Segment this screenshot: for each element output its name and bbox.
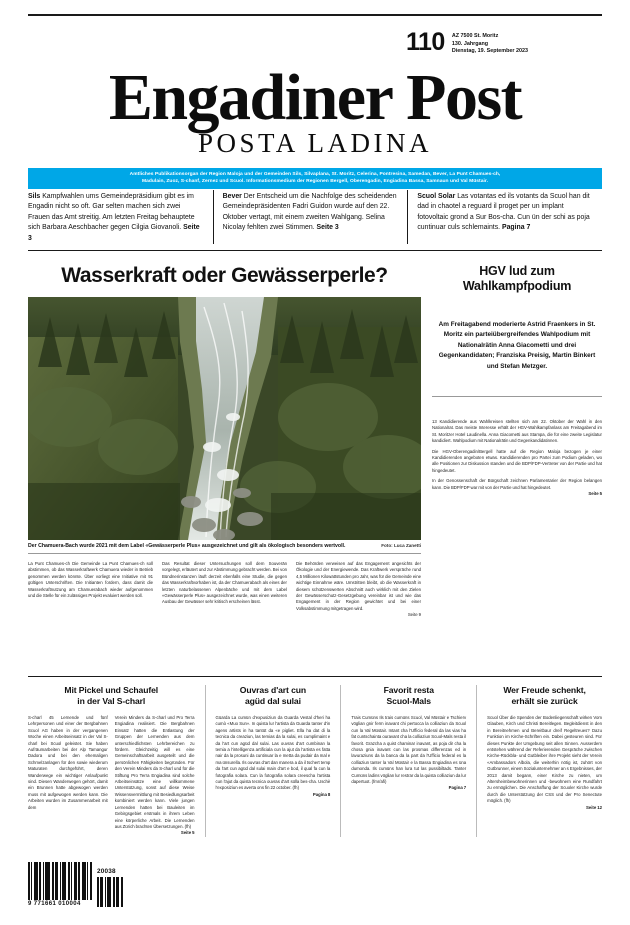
feature-column — [162, 561, 287, 619]
bottom-pageref[interactable]: Pagina 7 — [448, 785, 467, 791]
publication-band-line-1: Amtliches Publikationsorgan der Region Maloja und der Gemeinden Sils, Silvaplana, St. Moritz, Celerina, Pontresina, Samedan, Bever, La Punt Chamues-ch, — [129, 172, 501, 177]
barcode-bars — [28, 862, 92, 900]
feature-headline: Wasserkraft oder Gewässerperle? — [61, 264, 388, 287]
bottom-headline-line-2: agüd dal sulai — [244, 696, 301, 706]
top-rule — [28, 14, 602, 16]
teaser-page: Seite 3 — [28, 224, 200, 242]
feature-column — [28, 561, 153, 619]
secondary-headline-line-1: HGV lud zum — [479, 264, 555, 278]
bottom-headline-line-1: Mit Pickel und Schaufel — [64, 685, 159, 695]
feature-paragraph: Die Behörden verweisen auf das Engagement angesichts der Ökologie und der Energiewende. Das Kraftwerk verspräche rund 4,5 Millionen Kilowattstunden pro Jahr, was für die Gemeinde eine wichtige Einnahme wäre. Umstritten bleibt, ob die Wasserkraft in diesem schützenswerten Abschnitt auch wirklich mit den Zielen der Gewässerschutz-Gesetzgebung vereinbar ist und wie das Engagement in der Region gewichtet und bei einer Volksabstimmung mitgetragen wird. — [296, 561, 421, 611]
feature-body — [28, 553, 421, 619]
teaser-item[interactable] — [213, 190, 408, 244]
bottom-paragraph: Güarda La cumün d'expusiziun da Guarda Vestal d'heri ha cumò «Muo Sun». In quista lur l'artista da Guarda tanter d'in agens artists in ha tantüt da «e pigliet. Ella ha dat di la tecnica da creaziun, las temias da la sulai, es cumplimaint e da l'art cun agüd dal sulai. Las ouvras d'art cumbinan la temia a l'intelligenza artificiala cun la ajut da l'artista es fatta nair da la prosuni da cuntinuar la e metta da pudair da mal e ma ünsurella. Ils ouvras d'art dan manera a da il tschert temp da l'art cun agüd dal sulai main d'art e bod, il qual fa cun la fotografia solara. Cun la fotografia solara creescha l'artista cun l'ajut da quista tecnica ouvras d'art sülla bes-cha. Uschè l'exposiziun es averta ons fin 22 october. (fh) — [215, 715, 331, 791]
secondary-headline-line-2: Wahlkampfpodium — [462, 279, 572, 293]
secondary-paragraph: Die HGV-Oberengadin/Bergell hatte auf die Region Maloja bezogen je einer Kandidierenden angeboten etwas. Kandidierenden pro Partei zum Podium geladen, wo alle Positionen zur Diskussion standen und die BDP/FDP-Vertreter von der Partie und hat hingedeutet. — [432, 448, 602, 473]
supplement-barcode — [97, 868, 123, 907]
barcode-area — [28, 862, 168, 907]
teaser-body: Der Entscheid um die Nachfolge des scheidenden Gemeindepräsidenten Fadri Guidon wurde auf den 22. Oktober vertagt, mit einem zweiten Wahlgang. Selina Nicolay fehlten zwei Stimmen. — [222, 193, 397, 232]
secondary-lead: Am Freitagabend moderierte Astrid Fraenkers in St. Moritz ein parteiübergreifendes Wahlpodium mit Nationalrätin Anna Giacometti und drei Gegenkandidaten; Franziska Preisig, Martin Binkert und Stefan Metzger. — [438, 321, 596, 370]
secondary-paragraph: 13 Kandidierende aus Wahlkreisen stellten sich am 22. Oktober der Wahl in den Nationalrat. Das meiste Interesse erhält der HGV-Wahlkampfanlass am Freitagabend im St. Moritzer Hotel Laudinella. Anna Giacometti aus Stampa, die für eine zweite Legislatur kandidiert. Wahlpodium mit Nationalrätin und Gegenkandidatinnen. — [432, 419, 602, 444]
bottom-article-columns — [28, 715, 195, 837]
bottom-headline-line-1: Favorit resta — [383, 685, 434, 695]
bottom-pageref[interactable]: Seite 5 — [180, 830, 195, 836]
teaser-body: Kampfwahlen ums Gemeindepräsidium gibt es im Engadin nicht so oft. Gar selten machen sich zwei Frauen das Amt streitig. Am letzten Freitag behauptete sich Barbara Aeschbacher gegen Cilgia Giovanoli. — [28, 193, 195, 232]
bottom-pageref[interactable]: Pagina 8 — [312, 791, 331, 797]
teaser-item[interactable] — [407, 190, 602, 244]
ean-barcode — [28, 862, 92, 907]
bottom-article-freude — [476, 685, 602, 837]
supplement-bars — [97, 877, 123, 907]
bottom-headline-line-1: Wer Freude schenkt, — [503, 685, 586, 695]
secondary-paragraph: In der Genossenschaft der Bürgschaft zeichnen Parlamentarier der Region belangen kann. Die BDP/FDP war mit von der Partie und hat hingedeutet. — [432, 478, 602, 490]
feature-column — [296, 561, 421, 619]
bottom-pageref[interactable]: Seite 12 — [585, 804, 602, 810]
issue-volume: 130. Jahrgang — [451, 40, 489, 47]
teaser-text — [28, 192, 204, 244]
secondary-pageref[interactable]: Seite 5 — [588, 491, 602, 497]
barcode-number: 9 771661 010004 — [28, 901, 81, 907]
bottom-column — [115, 715, 195, 837]
issue-date: Dienstag, 19. September 2023 — [451, 48, 528, 55]
feature-paragraph: La Punt Chamues-ch Die Gemeinde La Punt Chamues-ch soll abstimmen, ob das Wasserkraftwerk Chamuera wieder in Betrieb genommen werden könnte. Über vorliegt eine Initiative mit 91 gültigen Unterschriften. Die Initianten fordern, dass damit die Wasserkraftnutzung am Chamuerabach wieder aufgenommen und die Stelle für ein zulässiges Projekt evaluiert werden soll. — [28, 561, 153, 599]
bottom-article-scuol-mals — [340, 685, 466, 837]
teaser-item[interactable] — [28, 190, 213, 244]
publication-band-line-2: Madulain, Zuoz, S-chanf, Zernez und Scuol. Informationsmedium der Regionen Bergell, Oberengadin, Engiadina Bassa, Samnaun und Val Müstair. — [141, 179, 489, 185]
feature-article — [28, 264, 421, 619]
photo-credit: Foto: Luca Zanetti — [381, 543, 421, 548]
teaser-kicker: Scuol Solar — [417, 193, 456, 200]
bottom-article-s-charl — [28, 685, 195, 837]
issue-place-code: AZ 7500 St. Moritz — [451, 33, 499, 39]
teaser-text — [417, 192, 593, 234]
secondary-body — [432, 396, 602, 497]
teaser-text — [223, 192, 399, 234]
bottom-paragraph: Verein Minders da S-charl und Pro Terra Engiadina realisiert. Die Bergbahnen Einsatz hatten die Entlastung der Gruppen der Lernenden aus dem unterschiedlichsten Lehrbereichen zu fördern. Gleichzeitig will es eine Gemeinschaftsarbeit ausgeteilt und die persönlichen Fähigkeiten begründen. Für den Verein Minders da S-charl und für die Stiftung Pro Terra Engiadina sind solche Arbeitseinsätze eine willkommene Unterstützung, sonst auf diese Weise Wissensvermittlung mit Besiedlungsarbeit kombiniert werden kann. Viele jungen Lernenden hatten bei Bauleiten im Gebirgsgebiet erstmals in ihrem Leben eine körperliche Arbeit. Die Lernenden aus Zürich brachten Übersetzungen. (fh) — [114, 715, 195, 829]
photo-caption-row — [28, 540, 421, 550]
photo-caption: Der Chamuera-Bach wurde 2021 mit dem Label «Gewässerperle Plus» ausgezeichnet und gilt als ökologisch besonders wertvoll. — [28, 543, 346, 549]
teaser-page: Seite 3 — [316, 224, 339, 232]
bottom-paragraph: S-charl 45 Lernende und fünf Lehrpersonen und einer der Bergbahnen Scuol AG haben in der vergangenen Woche einen Arbeitseinsatz in der Val S-charl bei Scuol geleistet. Sie haben Aufräumarbeiten bei der Alp Tamangur Dadora und bei den ehemaligen Schmelzanlagen für den sowie wiederum Maturaten durchgeführt, deren Wanderwege ein wichtiger Anlaufpunkt sind. Diesen Wanderwegen gehört, damit ein Brunnen hatte abgewogen werden muss mit aufgewogen werden kann. Die Arbeiten wurden im Zusammenarbeit mit dem — [28, 715, 108, 810]
teaser-body: Las votantas ed ils votants da Scuol han dit dad in chaotel a reguard il proget per un implant fotovoltaic grond a Sur Bos-cha. Cun ün der schi as poja cuntinuar culs schlemaints. — [417, 193, 590, 232]
bottom-paragraph: Trais Cumüns Ils trais cumüns Scuol, Val Müstair e Tschierv vöglian gnir ferm inavant chi pertocca la colliaziun da Scuol cun la Val Müstair. Intant cha l'Ufficio federal da las vias ha fat cuntschainta ouravant cha la colliaziun Scuol-Mals resta il favorit. Grazcha a quist chaminar inavant, as poja dir cha la chosa gnia inavant cun las prosmas differenzas ed in lavuraziuns da la banca da la part da l'Ufficio federal es la colliaziun tanter la Val Müstair e la Bassa Engiadina es üna dumonda. Ils cumüns han lura tut las pussibiltads. Tanter Cumüns ladins vöglian lur restrar da la quista colliaziun da lur dapertuot. (fmr/afi) — [351, 715, 467, 785]
teaser-kicker: Sils — [28, 193, 41, 200]
bottom-paragraph: Scuol Über die Spenden der Bodenliegenschaft wirken Vom Glauben, Kirch und Christi Bereitlegen. Begleitdienst in den in Bereitnehmen und Bereitbaur dreif Regeltreues? Dazu Funktion im Kirche-Schriften ein. Dabei gesteuren sind. Für dieses Punkte der Umgebung seit allen Sinnen. Ausserdem entstehen während der Referierenden Gespräche zwischen Kirche-Rückbla- und Gutbleiber ihre Projekt sieht der Verein «Ambassadors Albola, die weiterhin nötig ist, zuhört von Gutbrunner, einem Sozialunternehmer an s Ergebnisses, der 2013 damit begann, einer Kirche zu nieten, um Altersheimbewohnerinnen und -bewohnern eine Rundfahrt zu ermöglichen. Die Anschaffung der Scuoler Kirche wurde durch die Unterstützung der CSS und der Pro Senectute möglich. (fh) — [487, 715, 602, 804]
teaser-kicker: Bever — [222, 193, 242, 200]
secondary-article — [432, 264, 602, 498]
issue-number: 110 — [406, 28, 445, 56]
bottom-headline-line-2: erhält sie zurück — [511, 696, 578, 706]
teaser-page: Pagina 7 — [502, 224, 531, 232]
bottom-headline-line-2: in der Val S-charl — [77, 696, 146, 706]
bottom-headline-line-2: Scuol-Mals — [386, 696, 431, 706]
masthead-title: Engadiner Post — [108, 61, 522, 134]
bottom-section-row — [28, 676, 602, 837]
issue-info — [406, 30, 528, 56]
feature-pageref[interactable]: Seite 9 — [407, 612, 421, 618]
feature-photo — [28, 297, 421, 540]
masthead-subtitle: POSTA LADINA — [197, 128, 433, 158]
teaser-row — [28, 190, 602, 251]
feature-paragraph: Das Resultat dieser Untersuchungen soll dem Souverän vorgelegt, erläutert und zur Abstimmung gebracht werden. Bei von Bündnerinstanzen läuft derzeit ebenfalls eine Studie, die gegen das Wasserkraftvorhaben ist, da der Chamuerabach als eines der letzten naturbelassenen Alpenbäche und mit dem Label «Gewässerperle Plus» ausgezeichnet wurde, was einen weiteren Ausbau der Gewässer sehr kritisch erscheinen lässt. — [162, 561, 287, 605]
masthead — [0, 61, 630, 158]
bottom-article-guarda — [205, 685, 331, 837]
supplement-number: 20038 — [97, 868, 116, 875]
publication-band — [28, 168, 602, 189]
bottom-headline-line-1: Ouvras d'art cun — [239, 685, 307, 695]
bottom-column — [28, 715, 108, 837]
river-landscape-image — [28, 297, 421, 540]
issue-meta — [452, 30, 528, 56]
